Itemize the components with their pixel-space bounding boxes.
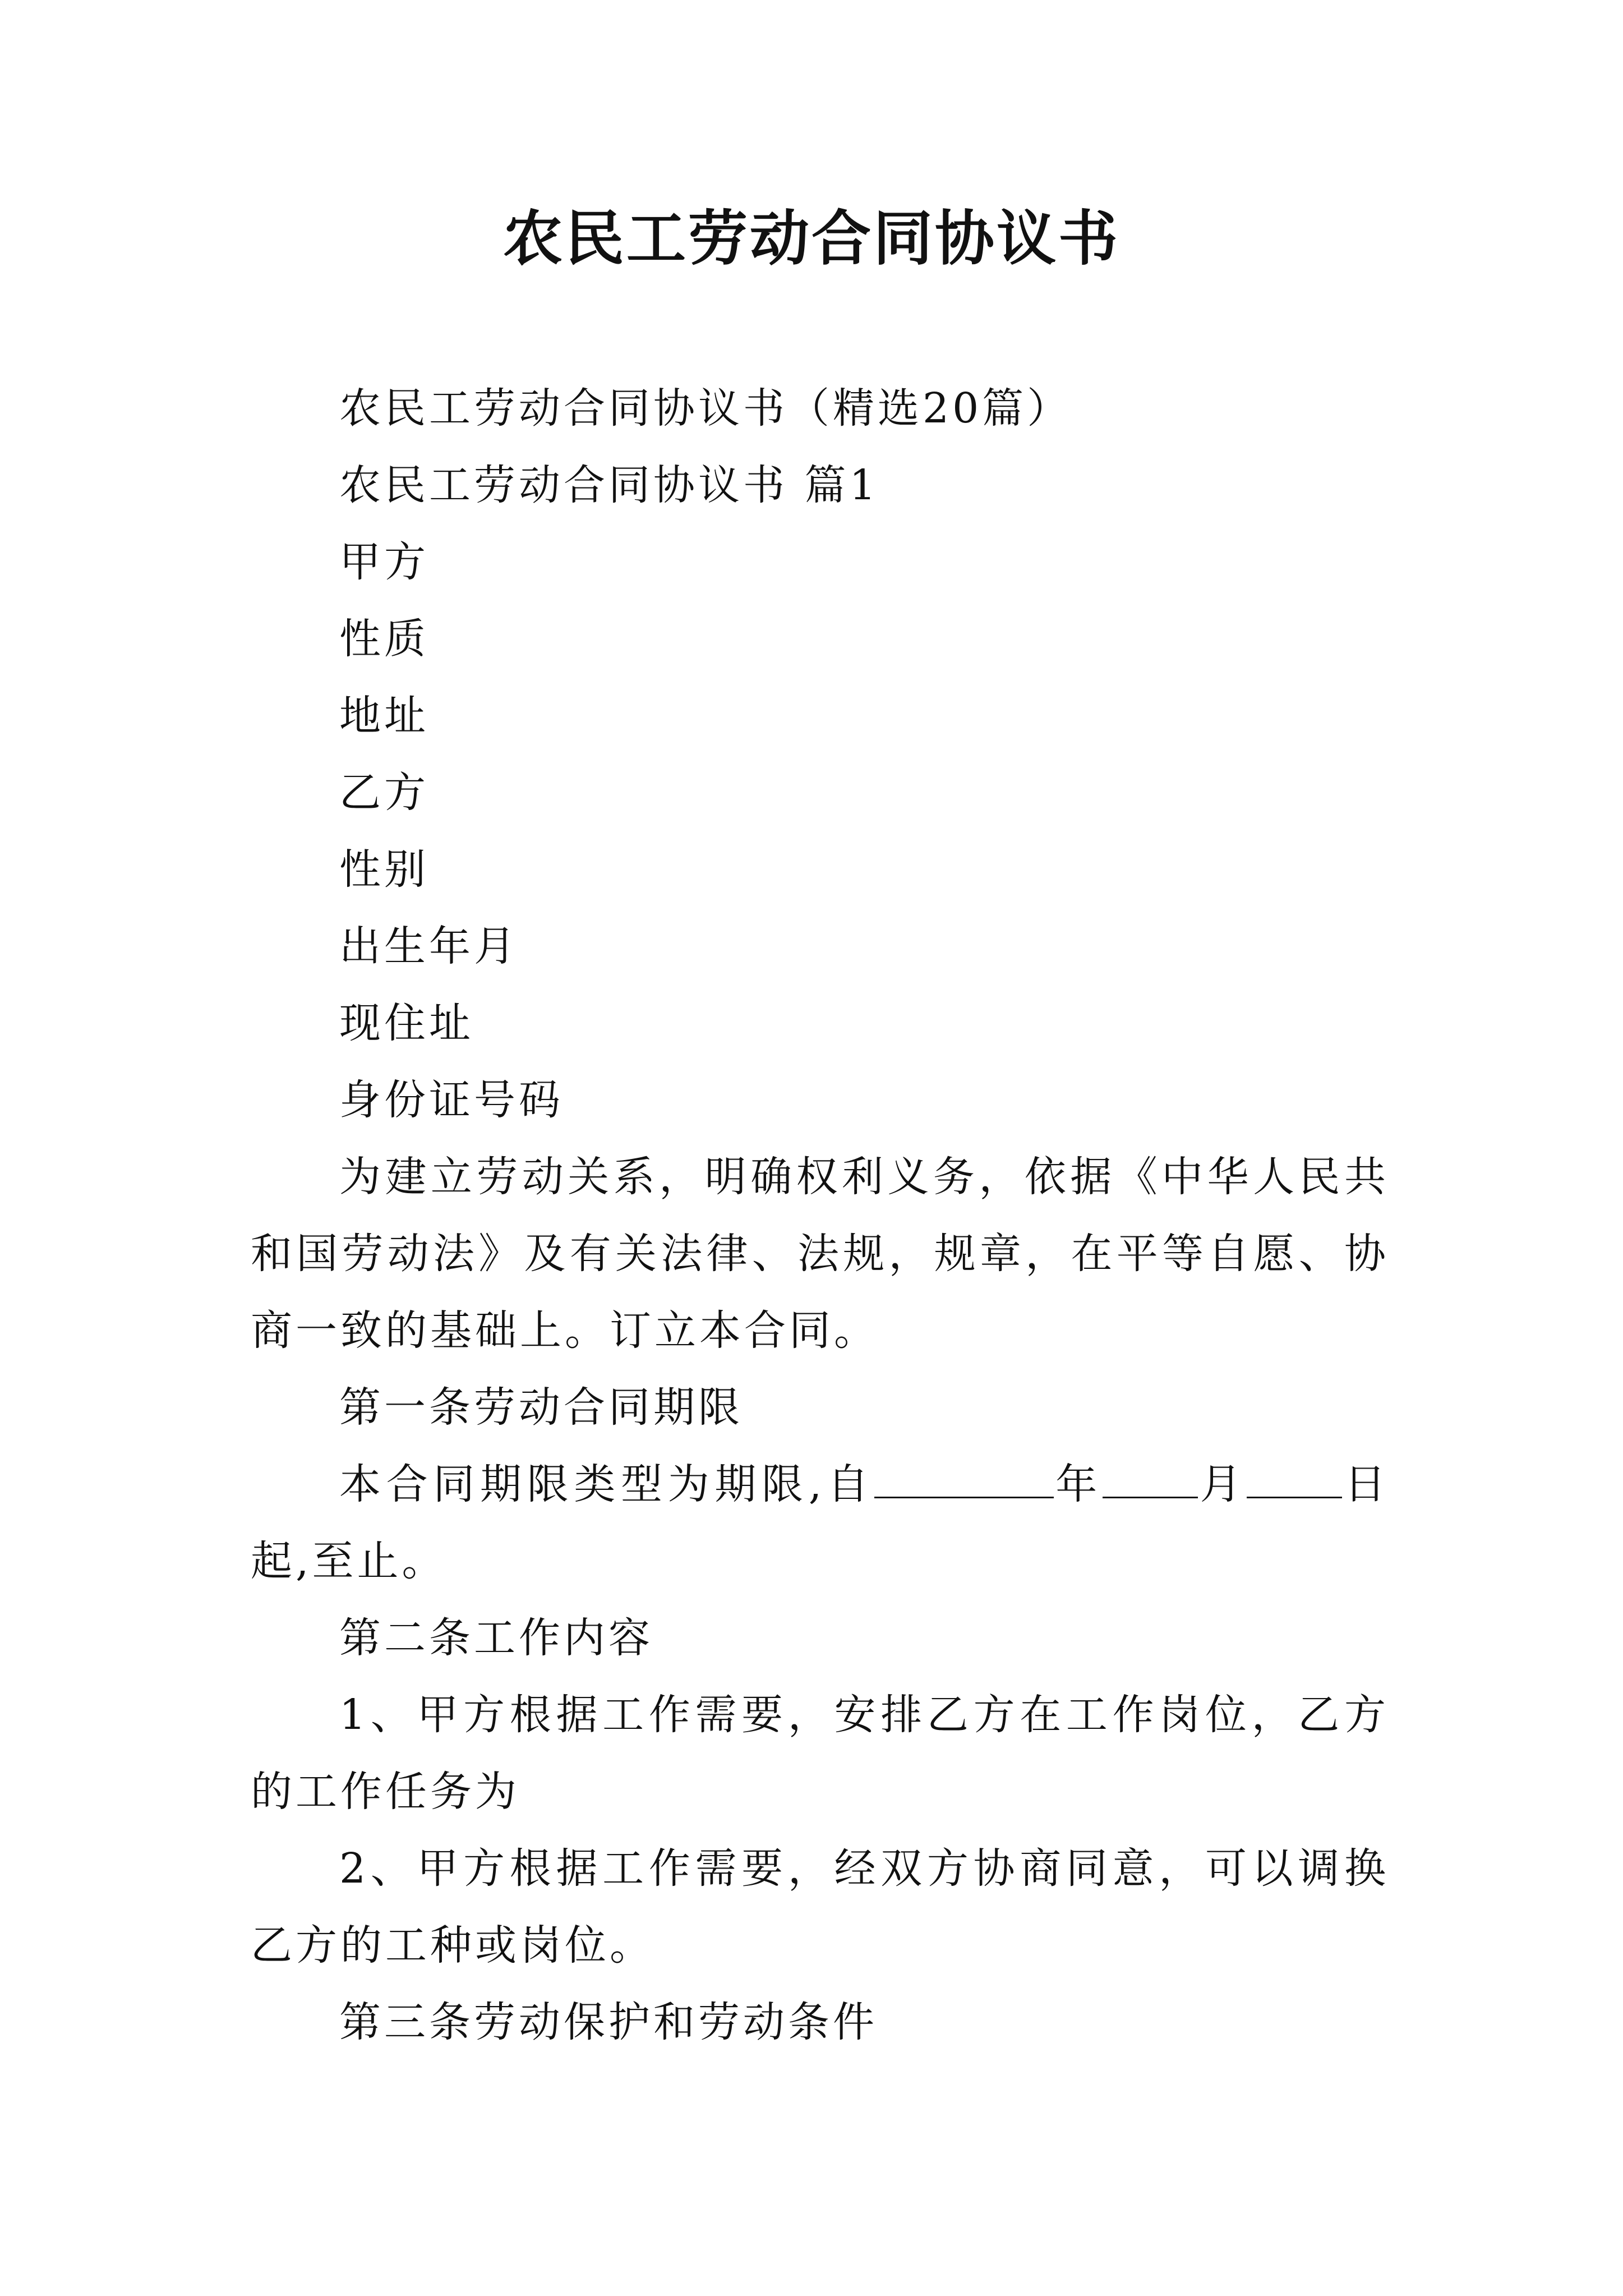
- month-blank: [1103, 1463, 1198, 1498]
- field-gender: 性别: [339, 845, 429, 894]
- article-1-heading: 第一条劳动合同期限: [339, 1383, 743, 1432]
- document-body: [251, 370, 1389, 2061]
- year-blank: [874, 1463, 1054, 1498]
- article-3-heading: 第三条劳动保护和劳动条件: [339, 1998, 878, 2046]
- article-1-text-end: 至止。: [312, 1537, 447, 1585]
- field-nature: 性质: [339, 615, 429, 663]
- article-2-heading: 第二条工作内容: [339, 1614, 653, 1662]
- field-address: 地址: [339, 692, 429, 740]
- document-subtitle: 农民工劳动合同协议书（精选20篇）: [339, 384, 1072, 432]
- year-label: 年: [1053, 1460, 1103, 1508]
- section-heading: 农民工劳动合同协议书 篇1: [339, 461, 879, 509]
- article-1-text: [251, 1446, 1389, 1600]
- field-birth-date: 出生年月: [339, 922, 519, 970]
- article-2-item-2: 2、甲方根据工作需要，经双方协商同意，可以调换乙方的工种或岗位。: [251, 1844, 1389, 1970]
- month-label: 月: [1197, 1460, 1247, 1508]
- document-title: 农民工劳动合同协议书: [503, 203, 1120, 273]
- field-party-a: 甲方: [339, 538, 429, 586]
- article-1-text-start: 本合同期限类型为期限,自: [339, 1460, 874, 1508]
- field-current-address: 现住址: [339, 999, 474, 1047]
- day-blank: [1247, 1463, 1342, 1498]
- intro-paragraph: 为建立劳动关系，明确权利义务，依据《中华人民共和国劳动法》及有关法律、法规，规章，在平等自愿、协商一致的基础上。订立本合同。: [251, 1153, 1389, 1355]
- day-label: 日起,: [251, 1460, 1390, 1585]
- field-id-number: 身份证号码: [339, 1076, 564, 1124]
- field-party-b: 乙方: [339, 769, 429, 817]
- article-2-item-1: 1、甲方根据工作需要，安排乙方在工作岗位，乙方的工作任务为: [251, 1691, 1389, 1816]
